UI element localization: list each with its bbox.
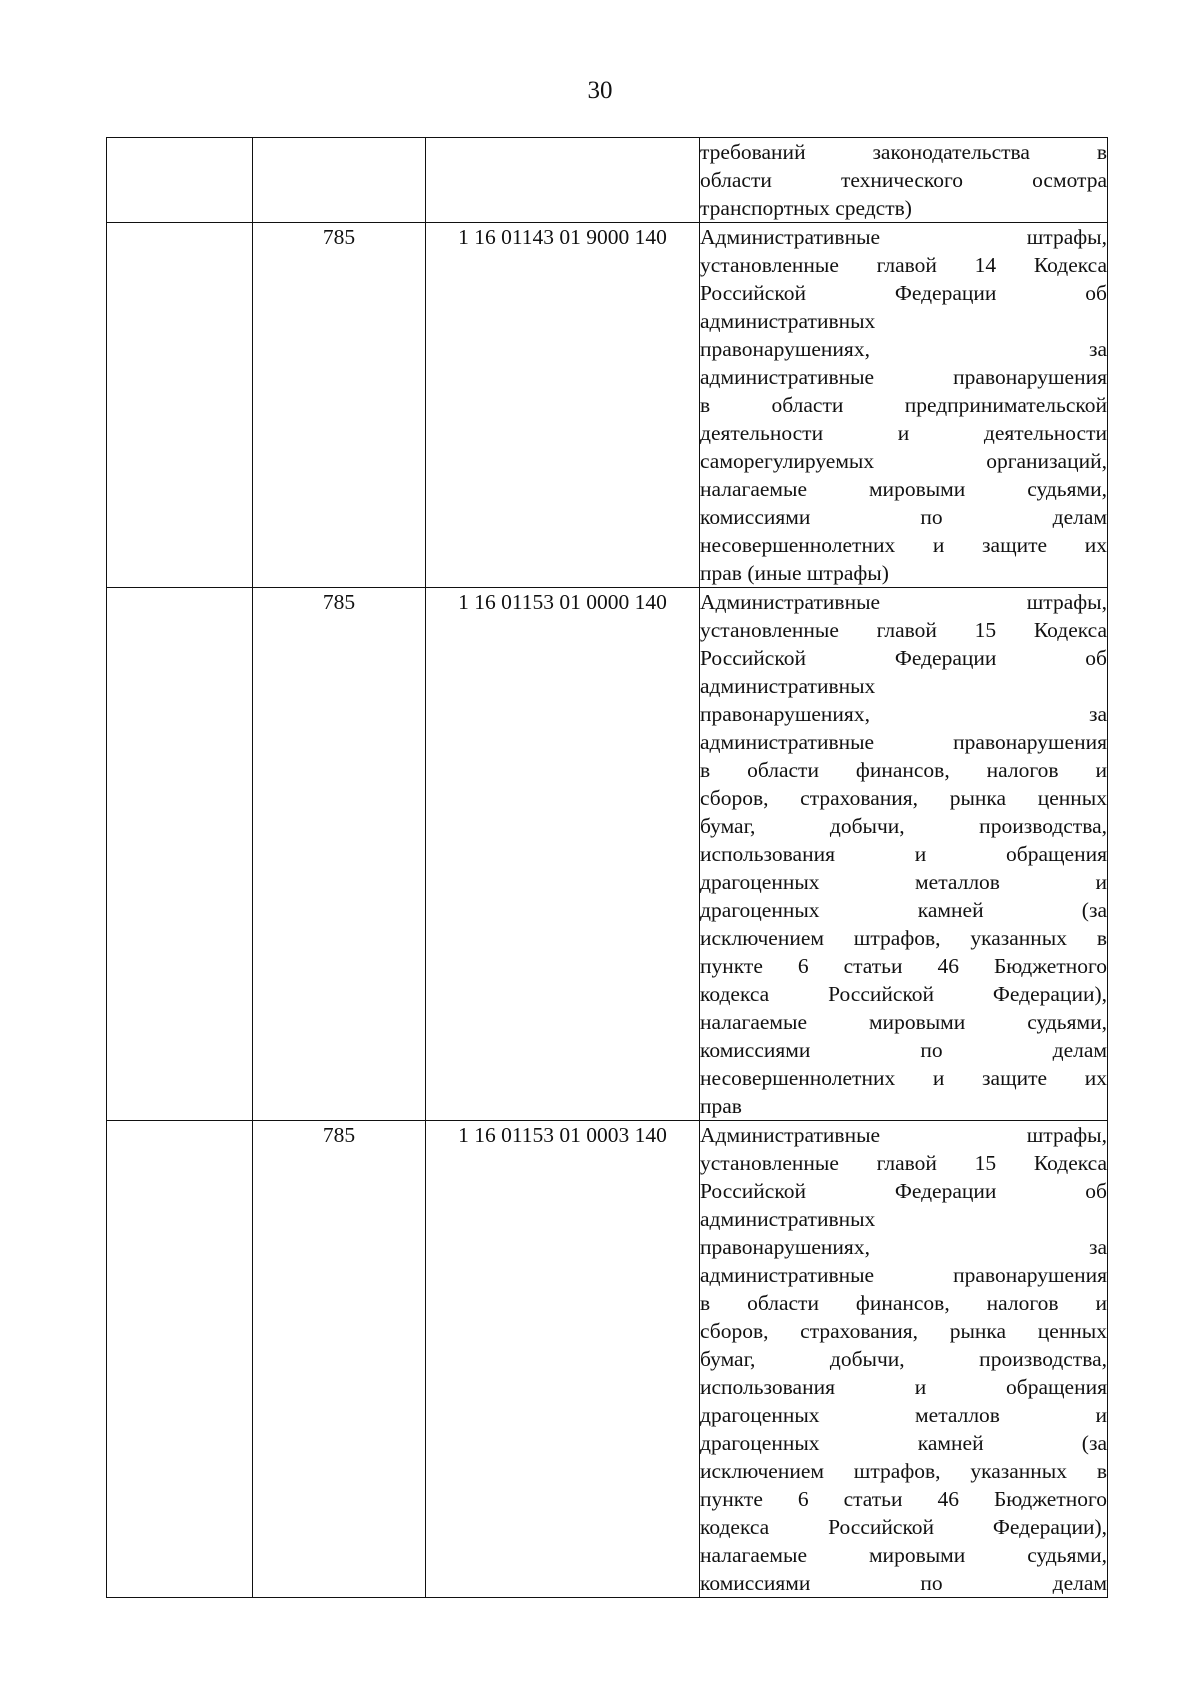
description-line: транспортных средств) — [700, 196, 912, 220]
description-line: в области финансов, налогов и — [700, 758, 1107, 782]
table-body — [107, 138, 1108, 1598]
description-line: исключением штрафов, указанных в — [700, 1459, 1107, 1483]
budget-code-cell — [426, 138, 700, 223]
description-line: требований законодательства в — [700, 140, 1107, 164]
description-line: деятельности и деятельности — [700, 421, 1107, 445]
description-line: пункте 6 статьи 46 Бюджетного — [700, 954, 1107, 978]
admin-code-cell — [253, 138, 426, 223]
description-line: сборов, страхования, рынка ценных — [700, 786, 1107, 810]
empty-cell — [107, 223, 253, 588]
description-line: сборов, страхования, рынка ценных — [700, 1319, 1107, 1343]
description-line: административных — [700, 674, 876, 698]
description-line: административные правонарушения — [700, 1263, 1107, 1287]
description-line: бумаг, добычи, производства, — [700, 814, 1107, 838]
table-row — [107, 223, 1108, 588]
description-line: комиссиями по делам — [700, 505, 1107, 529]
description-line: пункте 6 статьи 46 Бюджетного — [700, 1487, 1107, 1511]
description-line: драгоценных камней (за — [700, 1431, 1107, 1455]
budget-codes-table — [106, 137, 1108, 1598]
description-line: Российской Федерации об — [700, 281, 1107, 305]
description-cell — [700, 223, 1108, 588]
description-line: правонарушениях, за — [700, 1235, 1107, 1259]
description-line: правонарушениях, за — [700, 702, 1107, 726]
page-number: 30 — [587, 77, 613, 104]
description-line: установленные главой 15 Кодекса — [700, 618, 1107, 642]
description-line: несовершеннолетних и защите их — [700, 1066, 1107, 1090]
description-cell — [700, 588, 1108, 1121]
table-row — [107, 588, 1108, 1121]
budget-code-cell: 1 16 01153 01 0003 140 — [426, 1121, 700, 1598]
description-cell — [700, 138, 1108, 223]
description-line: Российской Федерации об — [700, 646, 1107, 670]
description-line: бумаг, добычи, производства, — [700, 1347, 1107, 1371]
description-line: драгоценных камней (за — [700, 898, 1107, 922]
description-line: установленные главой 15 Кодекса — [700, 1151, 1107, 1175]
description-line: установленные главой 14 Кодекса — [700, 253, 1107, 277]
description-line: области технического осмотра — [700, 168, 1107, 192]
description-line: прав — [700, 1094, 742, 1118]
admin-code-cell: 785 — [253, 1121, 426, 1598]
description-line: Административные штрафы, — [700, 1123, 1107, 1147]
description-line: Административные штрафы, — [700, 590, 1107, 614]
description-line: налагаемые мировыми судьями, — [700, 477, 1107, 501]
description-line: использования и обращения — [700, 1375, 1107, 1399]
description-line: административных — [700, 1207, 876, 1231]
admin-code-cell: 785 — [253, 223, 426, 588]
description-line: комиссиями по делам — [700, 1571, 1107, 1595]
description-line: административные правонарушения — [700, 730, 1107, 754]
description-line: исключением штрафов, указанных в — [700, 926, 1107, 950]
description-line: налагаемые мировыми судьями, — [700, 1010, 1107, 1034]
description-line: комиссиями по делам — [700, 1038, 1107, 1062]
description-line: использования и обращения — [700, 842, 1107, 866]
budget-code-cell: 1 16 01143 01 9000 140 — [426, 223, 700, 588]
budget-code-cell: 1 16 01153 01 0000 140 — [426, 588, 700, 1121]
description-line: административные правонарушения — [700, 365, 1107, 389]
description-line: несовершеннолетних и защите их — [700, 533, 1107, 557]
description-line: драгоценных металлов и — [700, 1403, 1107, 1427]
description-cell — [700, 1121, 1108, 1598]
description-line: административных — [700, 309, 876, 333]
description-line: саморегулируемых организаций, — [700, 449, 1107, 473]
empty-cell — [107, 138, 253, 223]
description-line: кодекса Российской Федерации), — [700, 982, 1107, 1006]
description-line: драгоценных металлов и — [700, 870, 1107, 894]
description-line: Административные штрафы, — [700, 225, 1107, 249]
empty-cell — [107, 588, 253, 1121]
description-line: правонарушениях, за — [700, 337, 1107, 361]
description-line: в области предпринимательской — [700, 393, 1107, 417]
description-line: прав (иные штрафы) — [700, 561, 889, 585]
admin-code-cell: 785 — [253, 588, 426, 1121]
description-line: кодекса Российской Федерации), — [700, 1515, 1107, 1539]
description-line: налагаемые мировыми судьями, — [700, 1543, 1107, 1567]
empty-cell — [107, 1121, 253, 1598]
table-row — [107, 1121, 1108, 1598]
table-row — [107, 138, 1108, 223]
description-line: Российской Федерации об — [700, 1179, 1107, 1203]
description-line: в области финансов, налогов и — [700, 1291, 1107, 1315]
